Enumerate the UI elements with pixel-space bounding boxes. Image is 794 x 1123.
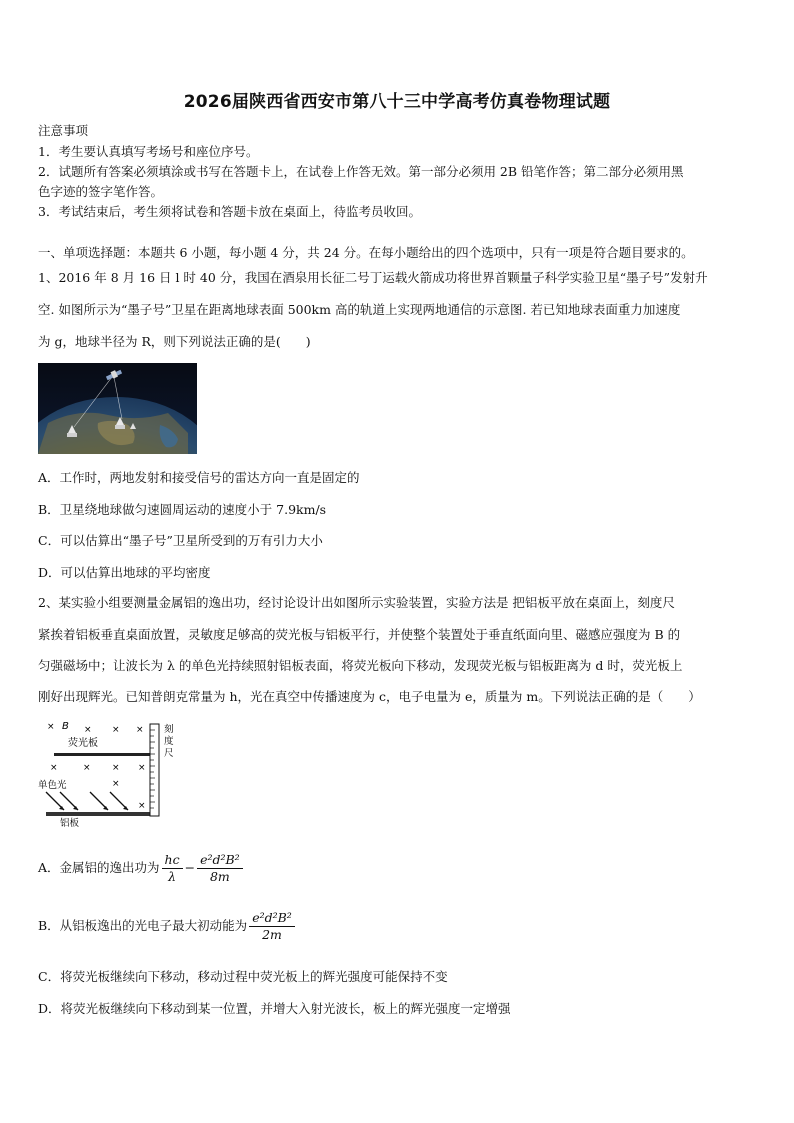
- notice-item-3: 3．考试结束后，考生须将试卷和答题卡放在桌面上，待监考员收回。: [38, 204, 421, 219]
- fraction-denominator: λ: [168, 869, 177, 884]
- fraction-denominator: 2m: [262, 927, 282, 942]
- q2-option-b-text: B．从铝板逸出的光电子最大初动能为: [38, 918, 248, 933]
- ruler-label-3: 尺: [164, 748, 174, 759]
- minus-sign: −: [184, 860, 196, 875]
- diagram-cross: ×: [47, 722, 55, 732]
- plate-label: 铝板: [60, 818, 80, 829]
- diagram-cross: ×: [50, 763, 58, 773]
- diagram-cross: ×: [112, 779, 120, 789]
- section-heading: 一、单项选择题：本题共 6 小题，每小题 4 分，共 24 分。在每小题给出的四个选项中，只有一项是符合题目要求的。: [38, 245, 694, 260]
- fluorescent-screen: [54, 753, 150, 756]
- q1-option-c: C．可以估算出“墨子号”卫星所受到的万有引力大小: [38, 533, 323, 548]
- q1-option-a: A．工作时，两地发射和接受信号的雷达方向一直是固定的: [38, 470, 360, 485]
- diagram-cross: ×: [138, 801, 146, 811]
- light-label: 单色光: [38, 780, 67, 791]
- notice-heading: 注意事项: [38, 123, 89, 138]
- q2-text-line-4: 刚好出现辉光。已知普朗克常量为 h，光在真空中传播速度为 c，电子电量为 e，质量为 m。下列说法正确的是（ ）: [38, 689, 701, 704]
- experiment-diagram: [38, 718, 178, 830]
- fraction-numerator: hc: [162, 852, 183, 869]
- q1-option-d: D．可以估算出地球的平均密度: [38, 565, 211, 580]
- diagram-cross: ×: [112, 725, 120, 735]
- page-title: 2026届陕西省西安市第八十三中学高考仿真卷物理试题: [183, 92, 611, 112]
- diagram-cross: ×: [138, 763, 146, 773]
- q2-option-d: D．将荧光板继续向下移动到某一位置，并增大入射光波长，板上的辉光强度一定增强: [38, 1001, 511, 1016]
- fraction-hc-over-lambda: [162, 852, 183, 885]
- q2-option-b: [38, 910, 297, 943]
- diagram-cross: ×: [84, 725, 92, 735]
- fraction-numerator: e²d²B²: [249, 910, 295, 927]
- q2-option-c: C．将荧光板继续向下移动，移动过程中荧光板上的辉光强度可能保持不变: [38, 969, 448, 984]
- q2-text-line-1: 2、某实验小组要测量金属铝的逸出功，经讨论设计出如图所示实验装置，实验方法是 把铝板平放在桌面上，刻度尺: [38, 595, 675, 610]
- diagram-cross: ×: [112, 763, 120, 773]
- q1-text-line-3: 为 g，地球半径为 R，则下列说法正确的是( ): [38, 334, 311, 349]
- notice-item-2-cont: 色字迹的签字笔作答。: [38, 184, 164, 199]
- ruler-label-2: 度: [164, 736, 174, 747]
- q2-text-line-2: 紧挨着铝板垂直桌面放置，灵敏度足够高的荧光板与铝板平行，并使整个装置处于垂直纸面向里、磁感应强度为 B 的: [38, 627, 681, 642]
- q2-text-line-3: 匀强磁场中；让波长为 λ 的单色光持续照射铝板表面，将荧光板向下移动，发现荧光板与铝板距离为 d 时，荧光板上: [38, 658, 683, 673]
- fraction-denominator: 8m: [209, 869, 230, 884]
- satellite-earth-image: [38, 363, 197, 454]
- q2-option-a: [38, 852, 245, 885]
- q1-text-line-2: 空. 如图所示为“墨子号”卫星在距离地球表面 500km 高的轨道上实现两地通信的示意图. 若已知地球表面重力加速度: [38, 302, 681, 317]
- q2-option-a-text: A．金属铝的逸出功为: [38, 860, 160, 875]
- fraction-e2d2b2-over-8m: [197, 852, 243, 885]
- screen-label: 荧光板: [68, 738, 98, 749]
- q1-option-b: B．卫星绕地球做匀速圆周运动的速度小于 7.9km/s: [38, 502, 327, 517]
- notice-item-2: 2．试题所有答案必须填涂或书写在答题卡上，在试卷上作答无效。第一部分必须用 2B 铅笔作答；第二部分必须用黑: [38, 164, 684, 179]
- fraction-e2d2b2-over-2m: [249, 910, 295, 943]
- magnetic-field-label: B: [62, 721, 69, 732]
- ruler-label-1: 刻: [164, 724, 174, 735]
- fraction-numerator: e²d²B²: [197, 852, 243, 869]
- notice-item-1: 1．考生要认真填写考场号和座位序号。: [38, 144, 259, 159]
- aluminum-plate: [46, 812, 150, 816]
- q1-text-line-1: 1、2016 年 8 月 16 日 l 时 40 分，我国在酒泉用长征二号丁运载火箭成功将世界首颗量子科学实验卫星“墨子号”发射升: [38, 270, 708, 285]
- diagram-cross: ×: [136, 725, 144, 735]
- diagram-cross: ×: [83, 763, 91, 773]
